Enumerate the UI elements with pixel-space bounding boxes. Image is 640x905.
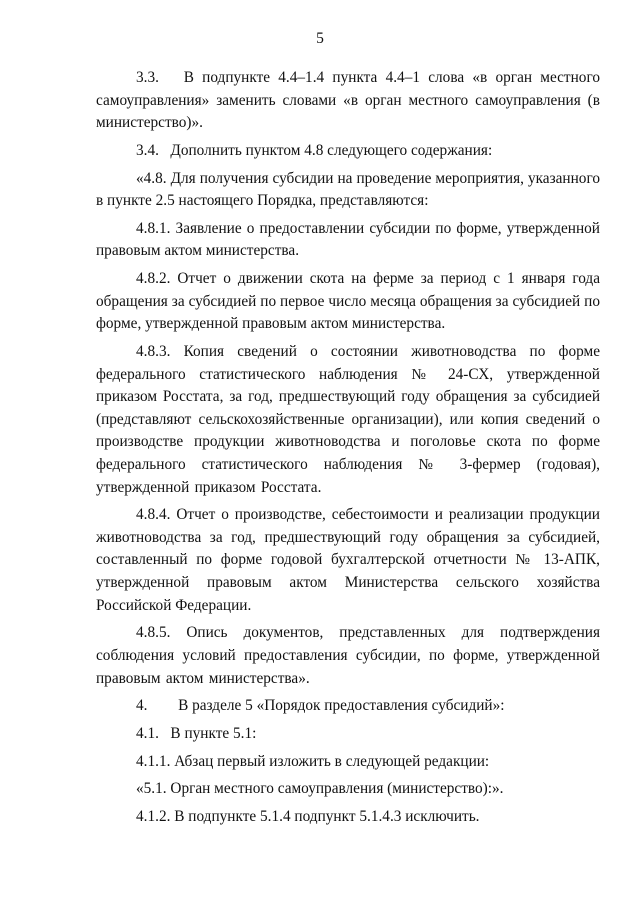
paragraph-3-3: 3.3. В подпункте 4.4–1.4 пункта 4.4–1 слова «в орган местного самоуправления» заменить словами «в орган местного самоуправления (в министерство)». <box>96 69 600 132</box>
document-body <box>96 67 600 829</box>
paragraph-4-8-2: 4.8.2. Отчет о движении скота на ферме за период с 1 января года обращения за субсидией по первое число месяца обращения за субсидией по форме, утвержденной правовым актом министерства. <box>96 270 600 333</box>
paragraph-4-8-4: 4.8.4. Отчет о производстве, себестоимости и реализации продукции животноводства за год, предшествующий году обращения за субсидией, составленный по форме годовой бухгалтерской отчетности № 13-АПК, утвержденной правовым актом Министерства сельского хозяйства Российской Федерации. <box>96 506 600 614</box>
paragraph-3-4: 3.4. Дополнить пунктом 4.8 следующего содержания: <box>136 141 493 159</box>
paragraph-5-1-quote: «5.1. Орган местного самоуправления (министерство):». <box>136 780 504 798</box>
page-number: 5 <box>316 30 324 47</box>
paragraph-4-1: 4.1. В пункте 5.1: <box>136 724 257 742</box>
paragraph-4: 4. В разделе 5 «Порядок предоставления субсидий»: <box>136 697 505 715</box>
paragraph-4-8-5: 4.8.5. Опись документов, представленных для подтверждения соблюдения условий предоставления субсидии, по форме, утвержденной правовым актом министерства». <box>96 624 600 687</box>
paragraph-4-8-3: 4.8.3. Копия сведений о состоянии животноводства по форме федерального статистического наблюдения № 24-СХ, утвержденной приказом Росстата, за год, предшествующий году обращения за субсидией (представляют сельскохозяйственные организации), или копия сведений о производстве продукции животноводства и поголовье скота по форме федерального статистического наблюдения № 3-фермер (годовая), утвержденной приказом Росстата. <box>96 343 600 496</box>
paragraph-4-1-1: 4.1.1. Абзац первый изложить в следующей редакции: <box>136 752 490 770</box>
paragraph-4-8: «4.8. Для получения субсидии на проведение мероприятия, указанного в пункте 2.5 настоящего Порядка, представляются: <box>96 169 600 210</box>
paragraph-4-8-1: 4.8.1. Заявление о предоставлении субсидии по форме, утвержденной правовым актом министерства. <box>96 219 600 260</box>
paragraph-4-1-2: 4.1.2. В подпункте 5.1.4 подпункт 5.1.4.3 исключить. <box>136 807 480 825</box>
